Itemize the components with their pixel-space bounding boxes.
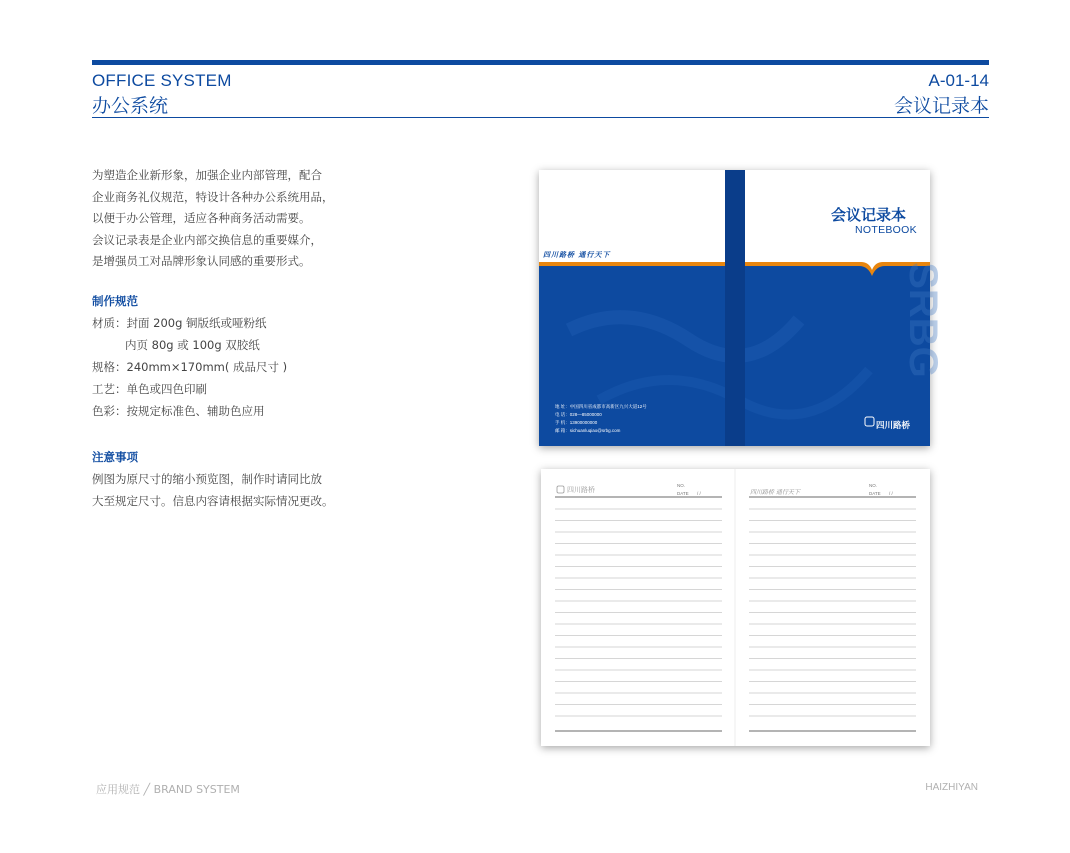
- notebook-inner-pages: [541, 469, 930, 746]
- spec-process: 工艺：单色或四色印刷: [92, 382, 207, 396]
- spec-material: 材质：封面 200g 铜版纸或哑粉纸: [92, 316, 267, 330]
- production-specs: [92, 312, 287, 422]
- inner-ruled-lines: [541, 469, 930, 746]
- notes-line: 大至规定尺寸。信息内容请根据实际情况更改。: [92, 494, 334, 508]
- cover-phone: 电 话：028—85000000: [555, 412, 602, 417]
- header-system-en: OFFICE SYSTEM: [92, 71, 232, 90]
- cover-contact-info: [555, 403, 647, 435]
- intro-line: 以便于办公管理，适应各种商务活动需要。: [92, 211, 311, 225]
- inner-right-date-sep: / /: [889, 491, 893, 496]
- header-rule: [92, 117, 989, 118]
- cover-logo-text: 四川路桥: [876, 421, 911, 431]
- inner-left-date-label: DATE: [677, 491, 689, 496]
- intro-line: 企业商务礼仪规范，特设计各种办公系统用品，: [92, 189, 334, 204]
- intro-paragraph: [92, 165, 342, 273]
- inner-right-no-label: NO.: [869, 483, 878, 488]
- notebook-cover: [539, 170, 945, 446]
- cover-vertical-brand: [901, 262, 945, 378]
- notes-text: [92, 468, 334, 512]
- inner-right-date-label: DATE: [869, 491, 881, 496]
- intro-line: 是增强员工对品牌形象认同感的重要形式。: [92, 254, 311, 268]
- cover-subtitle: NOTEBOOK: [855, 224, 917, 236]
- header-system-cn: 办公系统: [92, 95, 169, 117]
- cover-address: 地 址：中国四川省成都市高新区九兴大道12号: [555, 404, 647, 409]
- inner-left-logo: 四川路桥: [567, 486, 595, 494]
- inner-logo-icon: [557, 486, 564, 493]
- cover-title: 会议记录本: [831, 206, 907, 224]
- inner-right-slogan: 四川路桥 通行天下: [750, 489, 800, 496]
- intro-line: 会议记录表是企业内部交换信息的重要媒介，: [92, 232, 322, 247]
- cover-email: 邮 箱：sichuanluqiao@srbg.com: [555, 428, 621, 433]
- cover-spine: [725, 170, 745, 446]
- spec-color: 色彩：按规定标准色、辅助色应用: [92, 404, 265, 418]
- cover-slogan: 四川路桥 通行天下: [543, 250, 611, 259]
- svg-text:SRBG: SRBG: [901, 262, 945, 378]
- inner-left-date-sep: / /: [697, 491, 701, 496]
- notes-title: 注意事项: [92, 450, 138, 464]
- spec-inner-paper: 内页 80g 或 100g 双胶纸: [125, 338, 260, 352]
- header-top-bar: [92, 60, 989, 65]
- spec-size: 规格：240mm×170mm( 成品尺寸 ): [92, 360, 288, 374]
- intro-line: 为塑造企业新形象，加强企业内部管理，配合: [92, 168, 322, 182]
- header-page-title: 会议记录本: [893, 95, 989, 117]
- notes-line: 例图为原尺寸的缩小预览图，制作时请同比放: [92, 472, 322, 486]
- production-title: 制作规范: [92, 294, 138, 308]
- footer-author: HAIZHIYAN: [925, 782, 978, 793]
- header-page-code: A-01-14: [928, 71, 989, 90]
- footer-brand-system: 应用规范 ╱ BRAND SYSTEM: [96, 783, 240, 796]
- cover-mobile: 手 机：13900000000: [555, 420, 598, 425]
- inner-left-no-label: NO.: [677, 483, 686, 488]
